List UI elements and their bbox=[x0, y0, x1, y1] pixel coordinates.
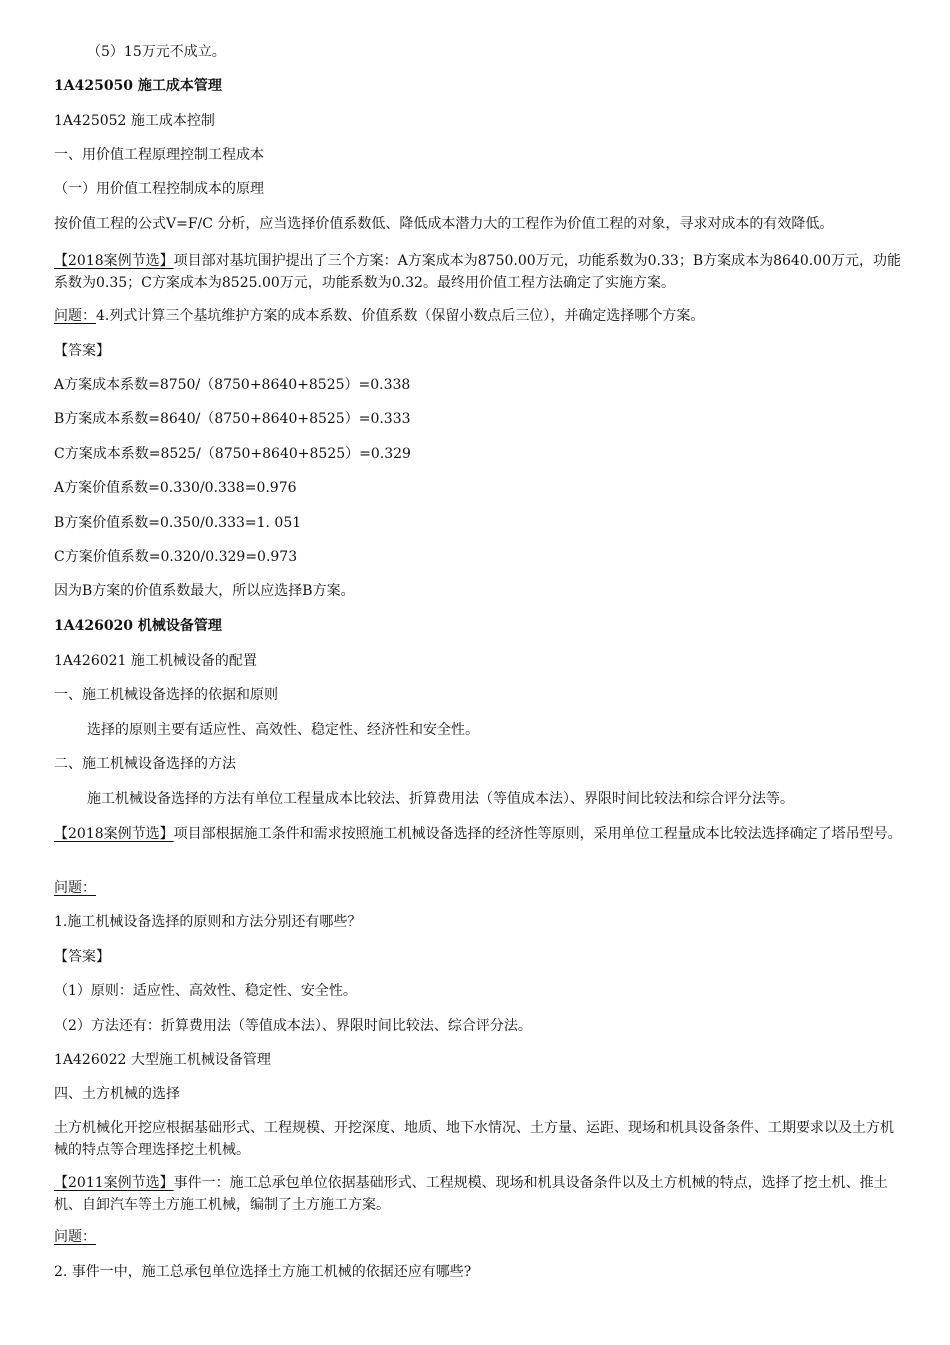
subsection-heading: 1A426021 施工机械设备的配置 bbox=[54, 653, 257, 669]
text-line: C方案价值系数=0.320/0.329=0.973 bbox=[54, 549, 298, 565]
text-line: 选择的原则主要有适应性、高效性、稳定性、经济性和安全性。 bbox=[87, 722, 479, 738]
case-tag: 【2018案例节选】 bbox=[54, 253, 174, 269]
text-line: （2）方法还有：折算费用法（等值成本法）、界限时间比较法、综合评分法。 bbox=[54, 1018, 532, 1034]
text-line: C方案成本系数=8525/（8750+8640+8525）=0.329 bbox=[54, 446, 411, 462]
text-line: （1）原则：适应性、高效性、稳定性、安全性。 bbox=[54, 983, 357, 999]
case-paragraph bbox=[54, 1172, 904, 1216]
case-tag: 【2018案例节选】 bbox=[54, 826, 174, 842]
case-tag: 【2011案例节选】 bbox=[54, 1175, 174, 1191]
case-paragraph bbox=[54, 250, 904, 294]
section-heading: 1A425050 施工成本管理 bbox=[54, 78, 222, 94]
text-line: B方案成本系数=8640/（8750+8640+8525）=0.333 bbox=[54, 411, 411, 427]
question-tag: 问题： bbox=[54, 308, 96, 324]
text-line: B方案价值系数=0.350/0.333=1. 051 bbox=[54, 515, 302, 531]
question-tag: 问题： bbox=[54, 880, 96, 896]
question-line bbox=[54, 877, 904, 899]
case-text: 事件一：施工总承包单位依据基础形式、工程规模、现场和机具设备条件以及土方机械的特点，选择了挖土机、推土机、自卸汽车等土方施工机械，编制了土方施工方案。 bbox=[54, 1175, 888, 1213]
text-line: 施工机械设备选择的方法有单位工程量成本比较法、折算费用法（等值成本法）、界限时间比较法和综合评分法等。 bbox=[87, 791, 794, 807]
answer-heading: 【答案】 bbox=[54, 343, 110, 359]
text-paragraph: 土方机械化开挖应根据基础形式、工程规模、开挖深度、地质、地下水情况、土方量、运距、现场和机具设备条件、工期要求以及土方机械的特点等合理选择挖土机械。 bbox=[54, 1120, 894, 1158]
section-heading: 1A426020 机械设备管理 bbox=[54, 618, 222, 634]
question-line bbox=[54, 305, 904, 327]
text-line: A方案成本系数=8750/（8750+8640+8525）=0.338 bbox=[54, 377, 411, 393]
text-line: A方案价值系数=0.330/0.338=0.976 bbox=[54, 480, 297, 496]
subsection-heading: 1A426022 大型施工机械设备管理 bbox=[54, 1052, 271, 1068]
subsection-heading: 1A425052 施工成本控制 bbox=[54, 113, 215, 129]
question-text: 4.列式计算三个基坑维护方案的成本系数、价值系数（保留小数点后三位），并确定选择哪个方案。 bbox=[96, 308, 705, 324]
answer-heading: 【答案】 bbox=[54, 949, 110, 965]
question-line bbox=[54, 1226, 904, 1248]
text-line: 按价值工程的公式V=F/C 分析，应当选择价值系数低、降低成本潜力大的工程作为价值工程的对象，寻求对成本的有效降低。 bbox=[54, 216, 834, 232]
question-text: 1.施工机械设备选择的原则和方法分别还有哪些？ bbox=[54, 914, 362, 930]
text-line: 一、施工机械设备选择的依据和原则 bbox=[54, 687, 278, 703]
question-text: 2. 事件一中，施工总承包单位选择土方施工机械的依据还应有哪些? bbox=[54, 1264, 472, 1280]
text-line: 一、用价值工程原理控制工程成本 bbox=[54, 147, 264, 163]
case-paragraph bbox=[54, 823, 904, 845]
text-line: （一）用价值工程控制成本的原理 bbox=[54, 181, 264, 197]
text-line: 四、土方机械的选择 bbox=[54, 1086, 180, 1102]
case-text: 项目部对基坑围护提出了三个方案：A方案成本为8750.00万元，功能系数为0.33；B方案成本为8640.00万元，功能系数为0.35；C方案成本为8525.00万元，功能系数为0.32。最终用价值工程方法确定了实施方案。 bbox=[54, 253, 901, 291]
case-text: 项目部根据施工条件和需求按照施工机械设备选择的经济性等原则，采用单位工程量成本比较法选择确定了塔吊型号。 bbox=[173, 826, 902, 842]
text-line: 二、施工机械设备选择的方法 bbox=[54, 756, 236, 772]
question-tag: 问题： bbox=[54, 1229, 96, 1245]
text-line: 因为B方案的价值系数最大，所以应选择B方案。 bbox=[54, 583, 355, 599]
text-line: （5）15万元不成立。 bbox=[87, 44, 226, 60]
